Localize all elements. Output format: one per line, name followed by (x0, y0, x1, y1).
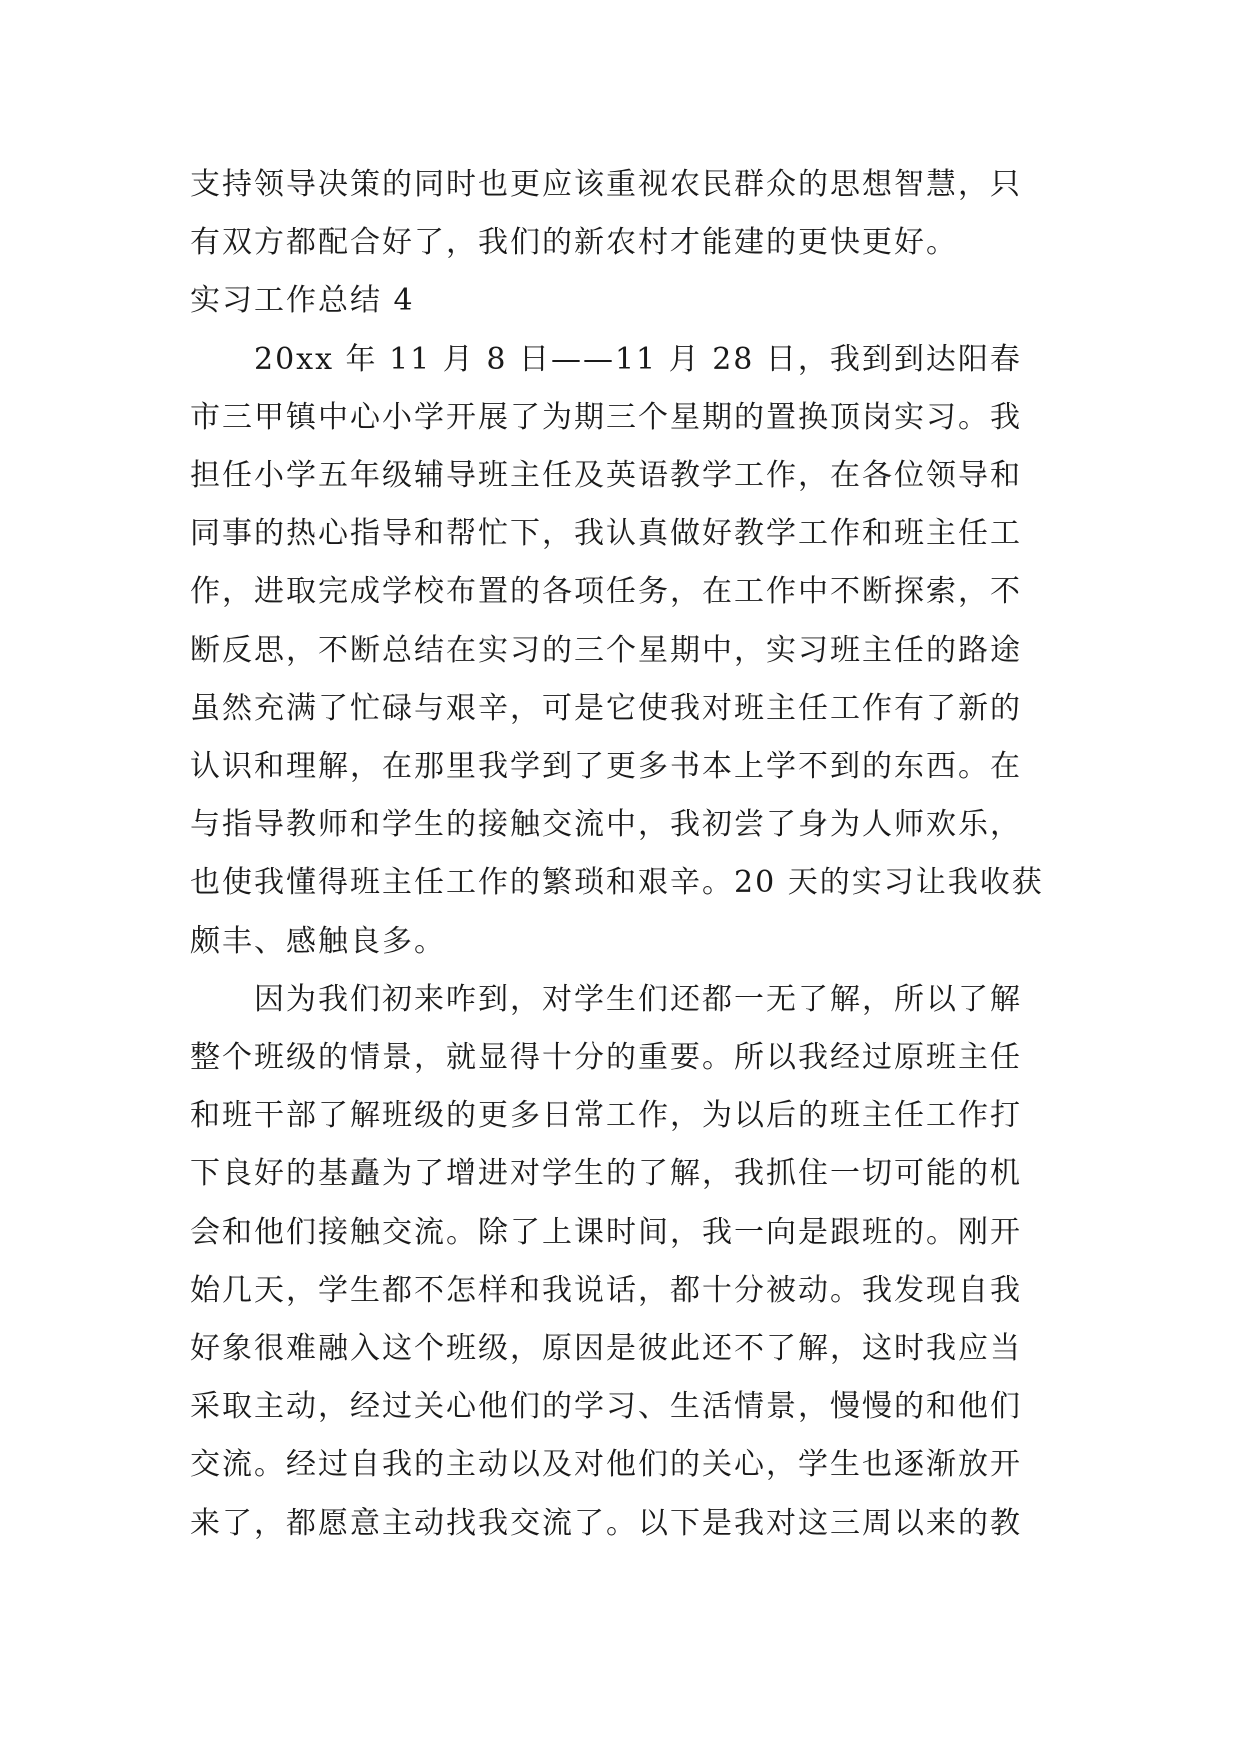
intro-paragraph: 支持领导决策的同时也更应该重视农民群众的思想智慧，只有双方都配合好了，我们的新农村才能建的更快更好。 (190, 167, 1022, 261)
body-paragraph-1: 20xx 年 11 月 8 日——11 月 28 日，我到到达阳春市三甲镇中心小学开展了为期三个星期的置换顶岗实习。我担任小学五年级辅导班主任及英语教学工作，在各位领导和同事的热心指导和帮忙下，我认真做好教学工作和班主任工作，进取完成学校布置的各项任务，在工作中不断探索，不断反思，不断总结在实习的三个星期中，实习班主任的路途虽然充满了忙碌与艰辛，可是它使我对班主任工作有了新的认识和理解，在那里我学到了更多书本上学不到的东西。在与指导教师和学生的接触交流中，我初尝了身为人师欢乐，也使我懂得班主任工作的繁琐和艰辛。20 天的实习让我收获颇丰、感触良多。 (190, 341, 1044, 959)
section-heading: 实习工作总结 4 (190, 283, 415, 319)
document-body (190, 156, 1050, 1553)
body-paragraph-2: 因为我们初来咋到，对学生们还都一无了解，所以了解整个班级的情景，就显得十分的重要。所以我经过原班主任和班干部了解班级的更多日常工作，为以后的班主任工作打下良好的基矗为了增进对学生的了解，我抓住一切可能的机会和他们接触交流。除了上课时间，我一向是跟班的。刚开始几天，学生都不怎样和我说话，都十分被动。我发现自我好象很难融入这个班级，原因是彼此还不了解，这时我应当采取主动，经过关心他们的学习、生活情景，慢慢的和他们交流。经过自我的主动以及对他们的关心，学生也逐渐放开来了，都愿意主动找我交流了。以下是我对这三周以来的教 (190, 981, 1022, 1541)
